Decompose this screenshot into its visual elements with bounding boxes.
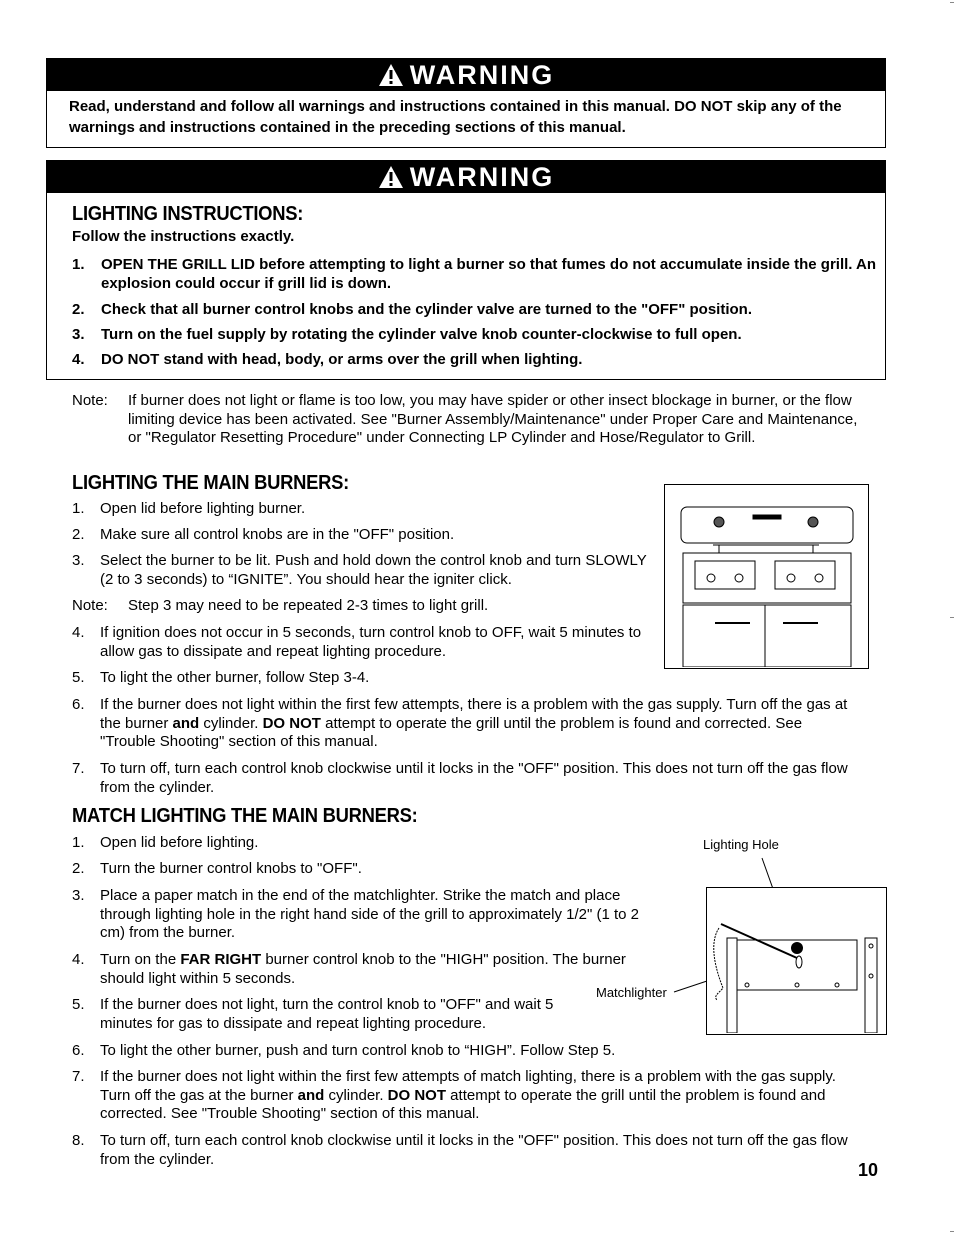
- list-number: 4.: [72, 624, 85, 641]
- matchlighter-illustration: [706, 887, 887, 1035]
- list-number: 2.: [72, 301, 85, 318]
- text-run: If the burner does not light within the first few attempts, there is a problem with the gas supply. Turn off the gas at the burner: [100, 696, 848, 732]
- list-number: 3.: [72, 326, 85, 343]
- bold-text: and: [297, 1086, 325, 1104]
- list-item: Select the burner to be lit. Push and hold down the control knob and turn SLOWLY (2 to 3 seconds) to “IGNITE”. You should hear the igniter click.: [100, 552, 647, 588]
- note-label: Note:: [72, 392, 108, 409]
- list-item: Place a paper match in the end of the matchlighter. Strike the match and place through lighting hole in the right hand side of the grill to approximately 1/2" (1 to 2 cm) from the burner.: [100, 887, 639, 942]
- list-number: 6.: [72, 696, 85, 713]
- warning-banner-1: [47, 59, 885, 91]
- list-number: 4.: [72, 351, 85, 368]
- match-lighting-heading: MATCH LIGHTING THE MAIN BURNERS:: [72, 805, 418, 827]
- bold-text: FAR RIGHT: [180, 951, 262, 968]
- list-number: 1.: [72, 834, 85, 851]
- matchlighter-drawing: [707, 888, 885, 1033]
- text-run: If the burner does not light within the first few attempts of match lighting, there is a problem with the gas supply. Turn off the gas at the burner: [100, 1068, 836, 1104]
- list-item: Check that all burner control knobs and the cylinder valve are turned to the "OFF" position.: [101, 301, 752, 318]
- bold-text: DO NOT: [262, 714, 321, 732]
- list-number: 3.: [72, 887, 85, 904]
- list-number: 5.: [72, 669, 85, 686]
- text-run: attempt to operate the grill until the problem is found and corrected. See "Trouble Shooting" section of this manual.: [100, 714, 803, 751]
- page-number: 10: [858, 1160, 879, 1180]
- list-item: If the burner does not light, turn the control knob to "OFF" and wait 5 minutes for gas to dissipate and repeat lighting procedure.: [100, 996, 554, 1032]
- bold-text: and: [172, 714, 200, 732]
- warning-banner-2: [47, 161, 885, 193]
- grill-front-drawing: [665, 485, 867, 667]
- text-run: burner control knob to the "HIGH" position. The burner should light within 5 seconds.: [100, 951, 626, 987]
- list-item: To light the other burner, push and turn control knob to “HIGH”. Follow Step 5.: [100, 1042, 616, 1059]
- edge-mark: [950, 1231, 954, 1232]
- list-item: To turn off, turn each control knob clockwise until it locks in the "OFF" position. This does not turn off the gas flow from the cylinder.: [100, 760, 848, 796]
- warning-banner-text: WARNING: [409, 161, 555, 192]
- warning-banner-text: WARNING: [409, 59, 555, 90]
- list-item: OPEN THE GRILL LID before attempting to light a burner so that fumes do not accumulate inside the grill. An explosion could occur if grill lid is down.: [101, 256, 877, 292]
- list-item: To light the other burner, follow Step 3-4.: [100, 669, 370, 686]
- list-number: 2.: [72, 526, 85, 543]
- lighting-instructions-subheading: Follow the instructions exactly.: [72, 228, 295, 245]
- list-item: [100, 951, 645, 988]
- main-burners-heading: LIGHTING THE MAIN BURNERS:: [72, 472, 349, 494]
- list-number: 1.: [72, 500, 85, 517]
- list-item: [100, 696, 860, 752]
- lighting-hole-label: Lighting Hole: [703, 837, 779, 852]
- list-item: If ignition does not occur in 5 seconds, turn control knob to OFF, wait 5 minutes to allow gas to dissipate and repeat lighting procedure.: [100, 624, 642, 660]
- edge-mark: [950, 2, 954, 3]
- list-item: Make sure all control knobs are in the "OFF" position.: [100, 526, 455, 543]
- list-number: 1.: [72, 256, 85, 273]
- list-item: Turn on the fuel supply by rotating the cylinder valve knob counter-clockwise to full open.: [101, 326, 742, 343]
- lighting-instructions-heading: LIGHTING INSTRUCTIONS:: [72, 203, 304, 225]
- list-item: Turn the burner control knobs to "OFF".: [100, 860, 362, 877]
- warning-box-2: [46, 160, 886, 380]
- note-label: Note:: [72, 597, 108, 614]
- list-item: To turn off, turn each control knob clockwise until it locks in the "OFF" position. This does not turn off the gas flow from the cylinder.: [100, 1132, 848, 1168]
- text-run: cylinder.: [324, 1086, 388, 1104]
- list-number: 3.: [72, 552, 85, 569]
- text-run: Turn on the: [100, 951, 181, 968]
- list-item: Open lid before lighting burner.: [100, 500, 306, 517]
- matchlighter-label: Matchlighter: [596, 985, 667, 1000]
- warning-triangle-icon: [378, 63, 404, 87]
- list-number: 7.: [72, 760, 85, 777]
- note-text: Step 3 may need to be repeated 2-3 times to light grill.: [128, 597, 489, 614]
- list-item: [100, 1068, 860, 1124]
- list-number: 2.: [72, 860, 85, 877]
- list-item: Open lid before lighting.: [100, 834, 259, 851]
- list-item: DO NOT stand with head, body, or arms over the grill when lighting.: [101, 351, 583, 368]
- warning-1-text: Read, understand and follow all warnings and instructions contained in this manual. DO NOT skip any of the warnings and instructions contained in the preceding sections of this manual.: [69, 98, 842, 136]
- grill-front-illustration: [664, 484, 869, 669]
- list-number: 8.: [72, 1132, 85, 1149]
- list-number: 6.: [72, 1042, 85, 1059]
- list-number: 5.: [72, 996, 85, 1013]
- bold-text: DO NOT: [387, 1086, 447, 1104]
- note-text: If burner does not light or flame is too low, you may have spider or other insect blockage in burner, or the flow limiting device has been activated. See "Burner Assembly/Maintenance" under Proper Care and Maintenance, or "Regulator Resetting Procedure" under Connecting LP Cylinder and Hose/Regulator to Grill.: [128, 392, 858, 447]
- text-run: cylinder.: [199, 714, 263, 732]
- text-run: attempt to operate the grill until the problem is found and corrected. See "Trouble Shooting" section of this manual.: [100, 1086, 826, 1123]
- warning-triangle-icon: [378, 165, 404, 189]
- warning-box-1: [46, 58, 886, 148]
- edge-mark: [950, 617, 954, 618]
- list-number: 7.: [72, 1068, 85, 1085]
- list-number: 4.: [72, 951, 85, 968]
